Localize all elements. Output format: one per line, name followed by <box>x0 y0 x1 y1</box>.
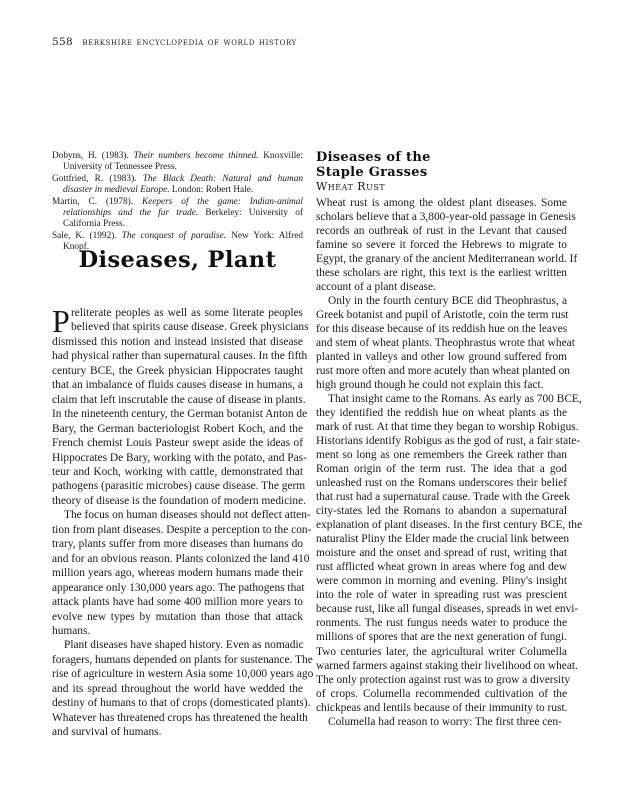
text-line: these scholars are right, this text is the earliest written <box>316 267 567 280</box>
text-line: The only protection against rust was to grow a diversity <box>316 673 571 686</box>
text-line: Roman origin of the term rust. The idea that a god <box>316 463 567 476</box>
section-heading <box>316 150 431 180</box>
text-line: Two centuries later, the agricultural writer Columella <box>316 645 567 658</box>
text-line: century BCE, the Greek physician Hippocrates taught <box>52 364 303 377</box>
text-line: pathogens (parasitic microbes) cause disease. The germ <box>52 480 306 493</box>
text-line: high ground though he could not explain this fact. <box>316 379 544 392</box>
reference-rest: New York: Alfred Knopf. <box>63 230 303 253</box>
text-line: were common in morning and evening. Pliny's insight <box>316 575 567 588</box>
text-line: Columella had reason to worry: The first three cen- <box>328 715 562 728</box>
text-line: Hippocrates De Bary, working with the potato, and Pas- <box>52 451 307 464</box>
text-line: Whatever has threatened crops has threatened the health <box>52 711 308 724</box>
text-line: humans. <box>52 624 91 637</box>
drop-cap: P <box>52 303 70 339</box>
text-line: claim that left inscrutable the cause of disease in plants. <box>52 393 306 406</box>
text-line: believed that spirits cause disease. Greek physicians <box>71 321 309 334</box>
text-line: foragers, humans depended on plants for sustenance. The <box>52 653 313 666</box>
section-heading-line: Diseases of the <box>316 150 431 165</box>
text-line: moisture and the onset and spread of rust, writing that <box>316 547 567 560</box>
text-line: Bary, the German bacteriologist Robert Koch, and the <box>52 422 303 435</box>
reference-title: Keepers of the game: Indian-animal relationships and the fur trade. <box>63 196 303 219</box>
text-line: and its spread throughout the world have wedded the <box>52 682 303 695</box>
text-line: rise of agriculture in western Asia some 10,000 years ago <box>52 668 314 681</box>
subheading-wheat-rust: Wheat Rust <box>316 180 386 193</box>
book-title: berkshire encyclopedia of world history <box>82 36 297 48</box>
text-line: destiny of humans to that of crops (domesticated plants). <box>52 697 311 710</box>
text-line: mark of rust. At that time they began to worship Robigus. <box>316 421 579 434</box>
text-line: tion from plant diseases. Despite a perception to the con- <box>52 523 312 536</box>
text-line: Plant diseases have shaped history. Even as nomadic <box>64 639 304 652</box>
text-line: and survival of humans. <box>52 726 162 739</box>
paragraph <box>316 392 583 714</box>
reference-title: Their numbers become thinned. <box>133 151 259 161</box>
text-line: that an imbalance of fluids causes disease in humans, a <box>52 379 303 392</box>
reference-entry <box>52 197 303 231</box>
running-head <box>52 36 297 48</box>
paragraph <box>316 196 578 294</box>
text-line: Greek botanist and pupil of Aristotle, coin the term rust <box>316 309 569 322</box>
reference-author: Martin, C. (1978). <box>52 196 142 207</box>
left-column <box>52 303 314 740</box>
text-line: Egypt, the granary of the ancient Mediterranean world. If <box>316 253 578 266</box>
reference-entry <box>52 174 303 197</box>
paragraph <box>316 294 575 392</box>
text-line: and stem of wheat plants. Theophrastus wrote that wheat <box>316 337 575 350</box>
text-line: for this disease because of its reddish hue on the leaves <box>316 323 568 336</box>
paragraph <box>52 638 314 739</box>
text-line: that rust had a supernatural cause. Trade with the Greek <box>316 491 570 504</box>
reference-rest: London: Robert Hale. <box>169 185 254 196</box>
text-line: records an outbreak of rust in the Levant that caused <box>316 225 567 238</box>
text-line: Only in the fourth century BCE did Theophrastus, a <box>328 295 567 308</box>
text-line: attack plants have had some 400 million more years to <box>52 596 303 609</box>
text-line: explanation of plant diseases. In the first century BCE, the <box>316 519 583 532</box>
text-line: evolve new types by mutation than those that attack <box>52 610 303 623</box>
text-line: trary, plants suffer from more diseases than humans do <box>52 538 303 551</box>
text-line: and for an obvious reason. Plants colonized the land 410 <box>52 552 310 565</box>
reference-title: The conquest of paradise. <box>121 230 227 241</box>
text-line: million years ago, whereas modern humans made their <box>52 567 303 580</box>
paragraph <box>316 715 567 729</box>
text-line: That insight came to the Romans. As early as 700 BCE, <box>328 393 582 406</box>
text-line: millions of spores that are the next generation of fungi. <box>316 631 567 644</box>
text-line: had physical rather than supernatural causes. In the fifth <box>52 350 308 363</box>
text-line: Wheat rust is among the oldest plant diseases. Some <box>316 197 567 209</box>
text-line: they identified the reddish hue on wheat plants as the <box>316 407 567 420</box>
text-line: The focus on human diseases should not deflect atten- <box>64 509 311 522</box>
article-title: Diseases, Plant <box>78 247 277 273</box>
page-number: 558 <box>52 36 73 48</box>
reference-author: Sale, K. (1992). <box>52 230 122 241</box>
text-line: rust more often and more acutely than wheat planted on <box>316 365 570 378</box>
text-line: ment so long as one remembers the Greek rather than <box>316 449 567 462</box>
text-line: into the role of water in spreading rust was prescient <box>316 589 567 602</box>
text-line: unleashed rust on the Romans underscores their belief <box>316 477 567 490</box>
text-line: famine so severe it forced the Hebrews to migrate to <box>316 239 567 252</box>
reference-rest: Berkeley: University of California Press. <box>63 208 303 230</box>
text-line: teur and Koch, working with cattle, demonstrated that <box>52 465 303 478</box>
text-line: account of a plant disease. <box>316 281 436 294</box>
text-line: warned farmers against staking their livelihood on wheat. <box>316 659 578 672</box>
text-line: In the nineteenth century, the German botanist Anton de <box>52 408 308 421</box>
section-heading-line: Staple Grasses <box>316 165 428 180</box>
text-line: ronments. The rust fungus needs water to produce the <box>316 617 567 630</box>
references-list <box>52 151 303 254</box>
reference-entry <box>52 151 303 174</box>
text-line: reliterate peoples as well as some literate peoples <box>71 307 303 319</box>
text-line: of crops. Columella recommended cultivation of the <box>316 687 567 700</box>
text-line: dismissed this notion and instead insisted that disease <box>52 335 303 348</box>
reference-title: The Black Death: Natural and human disaster in medieval Europe. <box>63 173 303 196</box>
paragraph <box>52 508 312 638</box>
right-column <box>316 196 583 729</box>
text-line: because rust, like all fungal diseases, spreads in wet envi- <box>316 603 579 616</box>
text-line: planted in valleys and other low ground suffered from <box>316 351 567 364</box>
text-line: French chemist Louis Pasteur swept aside the ideas of <box>52 437 303 450</box>
text-line: naturalist Pliny the Elder made the crucial link between <box>316 533 570 546</box>
text-line: theory of disease is the foundation of modern medicine. <box>52 494 307 507</box>
text-line: chickpeas and lentils because of their immunity to rust. <box>316 701 568 714</box>
text-line: appearance only 130,000 years ago. The pathogens that <box>52 581 305 594</box>
text-line: Historians identify Robigus as the god of rust, a fair state- <box>316 435 581 448</box>
paragraph <box>52 303 309 508</box>
reference-author: Dobyns, H. (1983). <box>52 151 134 161</box>
text-line: rust afflicted wheat grown in areas where fog and dew <box>316 561 567 574</box>
text-line: scholars believe that a 3,800-year-old passage in Genesis <box>316 211 576 224</box>
reference-rest: Knoxville: University of Tennessee Press. <box>63 151 303 173</box>
text-line: city-states led the Romans to abandon a supernatural <box>316 505 567 518</box>
reference-author: Gottfried, R. (1983). <box>52 173 143 184</box>
